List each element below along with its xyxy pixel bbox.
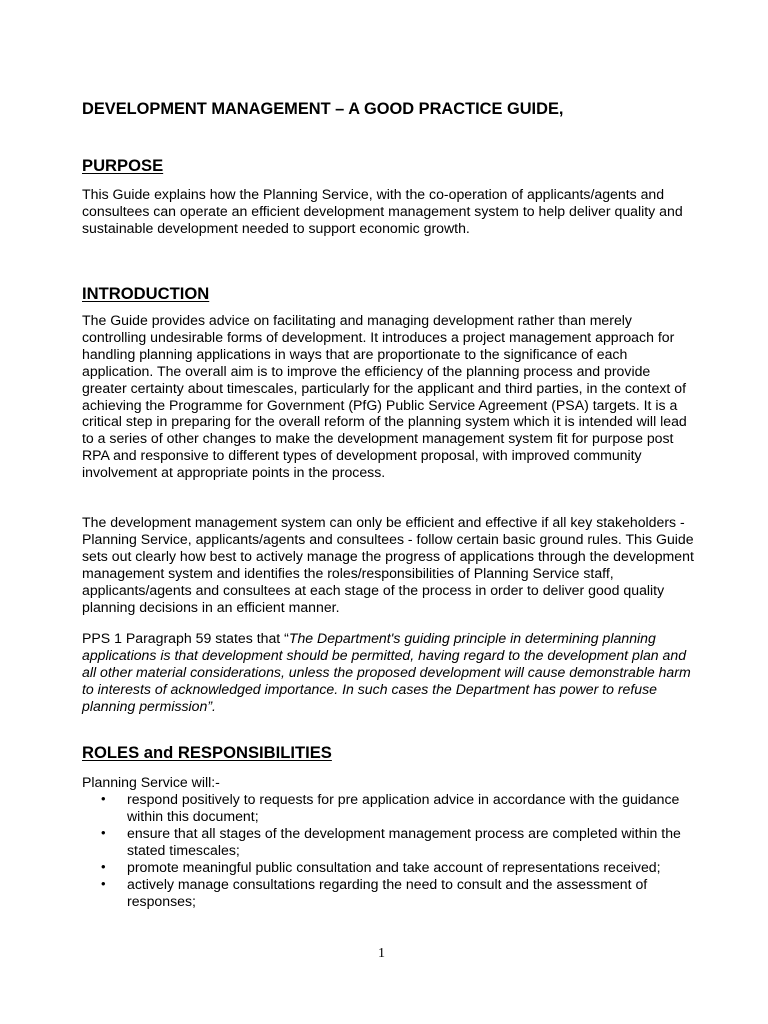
page-number: 1 [378, 946, 385, 961]
pps-quote-end: ”. [207, 697, 216, 714]
purpose-heading: PURPOSE [82, 156, 164, 175]
list-item [82, 859, 694, 876]
pps-quote-paragraph [82, 630, 694, 715]
bullet-icon: • [101, 876, 106, 892]
list-item-text: promote meaningful public consultation and take account of representations received; [127, 859, 661, 876]
bullet-icon: • [101, 825, 106, 841]
list-item-text: respond positively to requests for pre application advice in accordance with the guidance within this document; [127, 791, 680, 824]
pps-intro-text: PPS 1 Paragraph 59 states that “ [82, 630, 289, 646]
list-item-text: ensure that all stages of the development management process are completed within the stated timescales; [127, 825, 681, 859]
bullet-icon: • [101, 791, 106, 806]
list-item [82, 791, 694, 825]
list-item [82, 825, 694, 859]
purpose-paragraph: This Guide explains how the Planning Service, with the co-operation of applicants/agents and consultees can operate an efficient development management system to help deliver quality and sustainable development needed to support economic growth. [82, 186, 683, 236]
introduction-paragraph-2: The development management system can only be efficient and effective if all key stakeholders - Planning Service, applicants/agents and consultees - follow certain basic ground rules. This Guide sets out clearly how best to actively manage the progress of applications through the development management system and identifies the roles/responsibilities of Planning Service staff, applicants/agents and consultees at each stage of the process in order to deliver good quality planning decisions in an efficient manner. [82, 514, 694, 615]
document-title: DEVELOPMENT MANAGEMENT – A GOOD PRACTICE GUIDE, [82, 100, 564, 118]
roles-heading: ROLES and RESPONSIBILITIES [82, 743, 332, 762]
pps-quote-text: The Department's guiding principle in determining planning applications is that development should be permitted, having regard to the development plan and all other material considerations, unless the proposed development will cause demonstrable harm to interests of acknowledged importance. In such cases the Department has power to refuse planning permission [82, 630, 691, 714]
list-item [82, 876, 694, 910]
introduction-heading: INTRODUCTION [82, 284, 210, 303]
list-item-text: actively manage consultations regarding the need to consult and the assessment of responses; [127, 876, 648, 910]
introduction-paragraph-1: The Guide provides advice on facilitating and managing development rather than merely controlling undesirable forms of development. It introduces a project management approach for handling planning applications in ways that are proportionate to the significance of each application. The overall aim is to improve the efficiency of the planning process and provide greater certainty about timescales, particularly for the applicant and third parties, in the context of achieving the Programme for Government (PfG) Public Service Agreement (PSA) targets. It is a critical step in preparing for the overall reform of the planning system which it is intended will lead to a series of other changes to make the development management system fit for purpose post RPA and responsive to different types of development proposal, with improved community involvement at appropriate points in the process. [82, 312, 687, 481]
roles-lead: Planning Service will:- [82, 774, 220, 790]
bullet-icon: • [101, 859, 106, 875]
roles-bullet-list [82, 791, 694, 911]
